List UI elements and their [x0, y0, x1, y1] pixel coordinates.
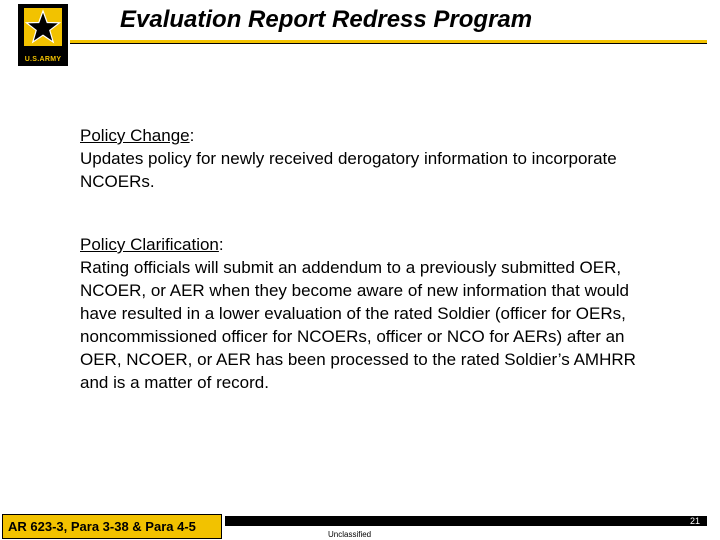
army-star-logo-icon	[18, 4, 68, 66]
footer-reference: AR 623-3, Para 3-38 & Para 4-5	[2, 514, 222, 539]
policy-change-text: Updates policy for newly received derogatory information to incorporate NCOERs.	[80, 149, 617, 191]
header-rule-black	[70, 43, 707, 44]
policy-clarification-heading: Policy Clarification:	[80, 235, 224, 254]
policy-change-heading-text: Policy Change	[80, 126, 190, 145]
logo-text: U.S.ARMY	[24, 56, 62, 63]
footer-bar	[225, 516, 707, 526]
policy-clarification-text: Rating officials will submit an addendum to a previously submitted OER, NCOER, or AER when they become aware of new information that would have resulted in a lower evaluation of the rated Soldier (officer for OERs, noncommissioned officer for NCOERs, officer or NCO for AERs) after an OER, NCOER, or AER has been processed to the rated Soldier’s AMHRR and is a matter of record.	[80, 258, 636, 392]
star-box	[24, 8, 62, 46]
star-icon	[24, 8, 62, 46]
classification-label: Unclassified	[328, 530, 372, 539]
page-number: 21	[690, 516, 701, 526]
policy-change-heading: Policy Change:	[80, 126, 195, 145]
policy-clarification-section	[80, 233, 650, 394]
page-title: Evaluation Report Redress Program	[120, 6, 533, 33]
policy-clarification-heading-text: Policy Clarification	[80, 235, 219, 254]
policy-change-section	[80, 124, 650, 193]
